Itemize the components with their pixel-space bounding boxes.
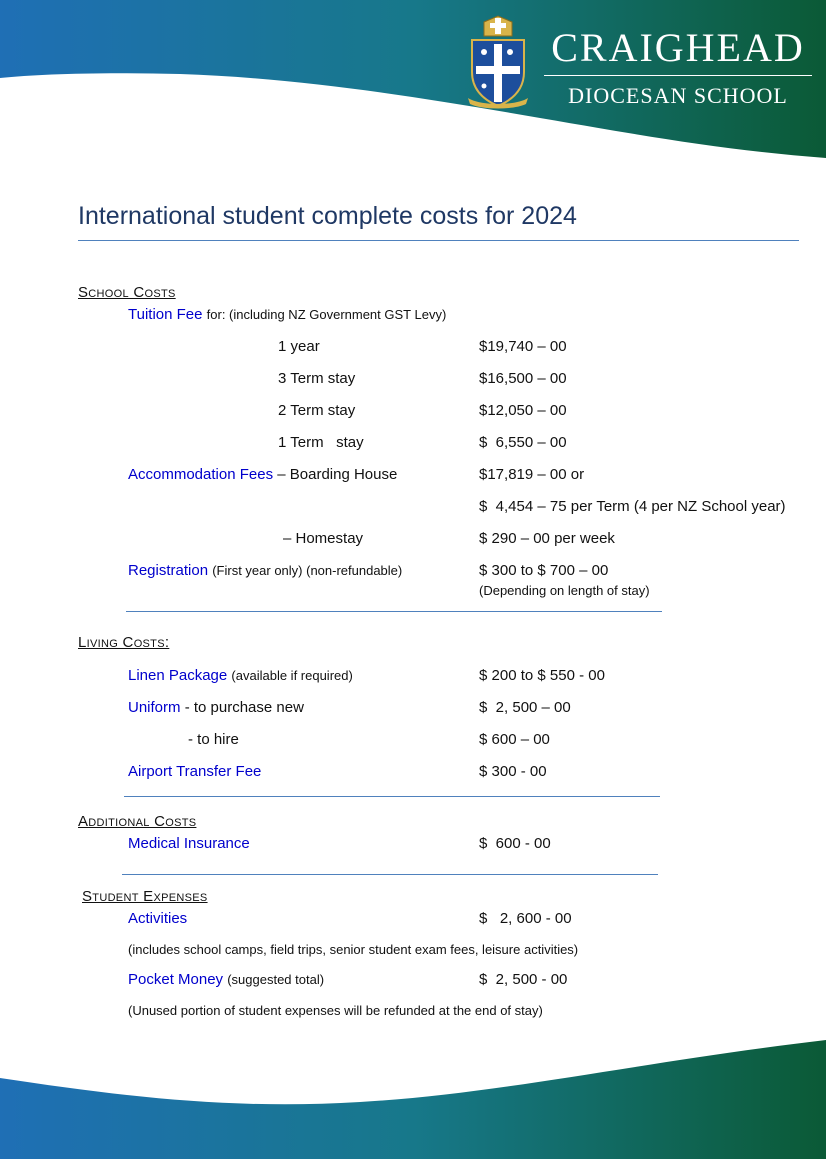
uniform-row — [128, 698, 304, 718]
tuition-period: 3 Term stay — [278, 370, 356, 387]
tuition-fee-note: for: (including NZ Government GST Levy) — [206, 307, 447, 322]
linen-note: (available if required) — [231, 668, 353, 683]
brand-name: CRAIGHEAD — [551, 25, 805, 70]
tuition-amount: $ 6,550 – 00 — [479, 434, 567, 451]
pocket-money-row — [128, 970, 324, 990]
activities-amount: $ 2, 600 - 00 — [479, 910, 572, 927]
linen-amount: $ 200 to $ 550 - 00 — [479, 667, 605, 684]
boarding-house-label: – Boarding House — [277, 466, 398, 483]
section-divider — [124, 796, 660, 797]
tuition-fee-row — [128, 305, 446, 325]
title-divider — [78, 240, 799, 241]
section-divider — [126, 611, 662, 612]
section-heading-student-expenses: Student Expenses — [82, 888, 208, 905]
pocket-money-label: Pocket Money — [128, 971, 224, 988]
section-heading-additional-costs: Additional Costs — [78, 813, 197, 830]
linen-label: Linen Package — [128, 667, 228, 684]
homestay-amount: $ 290 – 00 per week — [479, 530, 615, 547]
activities-note: (includes school camps, field trips, senior student exam fees, leisure activities) — [128, 942, 579, 957]
pocket-money-amount: $ 2, 500 - 00 — [479, 971, 568, 988]
registration-note: (First year only) (non-refundable) — [212, 563, 403, 578]
accommodation-row — [128, 465, 397, 485]
tuition-period: 1 year — [278, 338, 320, 355]
tuition-period: 1 Term stay — [278, 434, 364, 451]
airport-transfer-amount: $ 300 - 00 — [479, 763, 547, 780]
section-divider — [122, 874, 658, 875]
registration-label: Registration — [128, 562, 209, 579]
tuition-amount: $19,740 – 00 — [479, 338, 567, 355]
linen-row — [128, 666, 353, 686]
tuition-amount: $16,500 – 00 — [479, 370, 567, 387]
registration-stay-note: (Depending on length of stay) — [479, 583, 650, 598]
tuition-period: 2 Term stay — [278, 402, 356, 419]
pocket-money-note: (suggested total) — [227, 972, 325, 987]
section-heading-school-costs: School Costs — [78, 284, 176, 301]
boarding-term-amount: $ 4,454 – 75 per Term (4 per NZ School year) — [479, 498, 786, 515]
brand-logo — [544, 26, 812, 109]
medical-insurance-amount: $ 600 - 00 — [479, 835, 551, 852]
tuition-fee-label: Tuition Fee — [128, 306, 203, 323]
boarding-amount: $17,819 – 00 or — [479, 466, 585, 483]
registration-row — [128, 561, 402, 581]
uniform-amount: $ 2, 500 – 00 — [479, 699, 571, 716]
medical-insurance-label: Medical Insurance — [128, 835, 250, 852]
activities-label: Activities — [128, 910, 188, 927]
brand-divider — [544, 75, 812, 76]
uniform-hire-label: - to hire — [188, 731, 239, 748]
uniform-hire-amount: $ 600 – 00 — [479, 731, 550, 748]
airport-transfer-label: Airport Transfer Fee — [128, 763, 262, 780]
registration-amount: $ 300 to $ 700 – 00 — [479, 562, 609, 579]
accommodation-label: Accommodation Fees — [128, 466, 274, 483]
section-heading-living-costs: Living Costs: — [78, 634, 170, 651]
uniform-purchase-label: - to purchase new — [184, 699, 304, 716]
uniform-label: Uniform — [128, 699, 181, 716]
refund-note: (Unused portion of student expenses will be refunded at the end of stay) — [128, 1003, 543, 1018]
homestay-label: – Homestay — [283, 530, 364, 547]
tuition-amount: $12,050 – 00 — [479, 402, 567, 419]
page-title: International student complete costs for 2024 — [78, 202, 577, 230]
brand-subtitle: DIOCESAN SCHOOL — [568, 83, 788, 108]
footer-wave-banner — [0, 1030, 826, 1159]
school-crest-icon — [466, 14, 530, 110]
